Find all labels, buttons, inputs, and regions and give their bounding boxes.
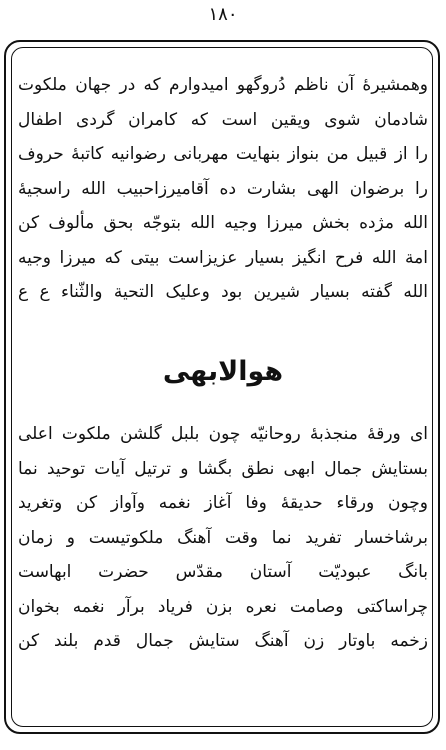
text-line: را برضوان الهى بشارت ده آقاميرزاحبيب الله راسجيۀ [18, 178, 428, 199]
text-line: چراساکتى وصامت نعره بزن فرياد برآر نغمه بخوان [18, 596, 428, 617]
paragraph-1 [18, 68, 428, 310]
section-heading: هوالابهى [162, 356, 284, 387]
text-line: را از قبيل من بنواز بنهايت مهربانى رضوانيه کاتبۀ حروف [18, 144, 428, 164]
heading-container [18, 346, 428, 398]
text-line: الله مژده بخش ميرزا وجيه الله بتوجّه بحق مألوف کن [18, 213, 428, 233]
text-line: زخمه باوتار زن آهنگ ستايش جمال قدم بلند کن [18, 631, 428, 651]
text-line: اى ورقۀ منجذبۀ روحانيّه چون بلبل گلشن ملکوت اعلى [18, 424, 428, 444]
text-line: امة الله فرح انگيز بسيار عزيزاست بيتى که ميرزا وجيه [18, 247, 428, 268]
text-line: بانگ عبوديّت آستان مقدّس حضرت ابهاست [18, 562, 428, 582]
text-line: وهمشيرۀ آن ناظم دُروگهو اميدوارم که در جهان ملکوت [18, 75, 428, 95]
paragraph-2 [18, 417, 428, 659]
page-number: ١٨٠ [208, 4, 238, 25]
text-line: برشاخسار تفريد نما وقت آهنگ ملکوتيست و زمان [18, 527, 428, 548]
text-line: الله گفته بسيار شيرين بود وعليک التحية والثّناء ع ع [18, 282, 428, 302]
text-line: بستايش جمال ابهى نطق بگشا و ترتيل آيات توحيد نما [18, 458, 428, 479]
text-line: وچون ورقاء حديقۀ وفا آغاز نغمه وآواز کن وتغريد [18, 493, 428, 513]
text-line: شادمان شوى ويقين است که کامران گردى اطفال [18, 109, 428, 130]
